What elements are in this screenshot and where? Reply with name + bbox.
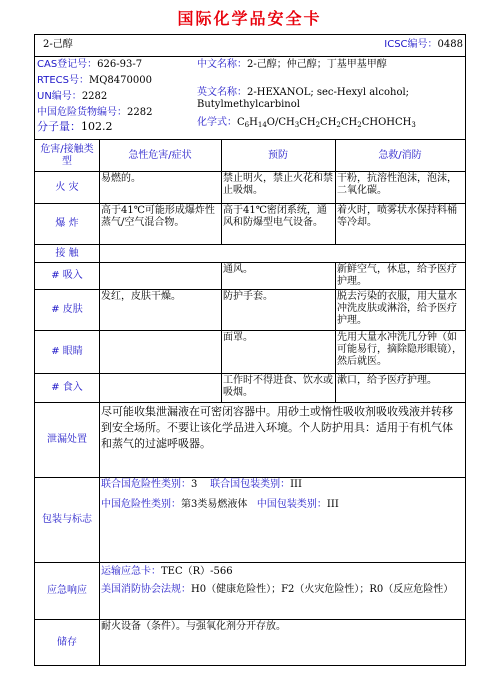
explosion-hazard: 高于41℃可能形成爆炸性蒸气/空气混合物。: [101, 205, 215, 228]
card-value: TEC（R）-566: [161, 566, 233, 577]
icsc-label: ICSC编号：: [384, 39, 438, 50]
ingestion-label: # 食入: [51, 382, 83, 393]
col-prevention-header: 预防: [268, 149, 288, 161]
rtecs-label: RTECS号：: [37, 75, 89, 86]
eyes-aid: 先用大量水冲洗几分钟（如可能易行，摘除隐形眼镜），然后就医。: [337, 332, 462, 367]
rtecs-value: MQ8470000: [88, 75, 152, 86]
names-formula: [195, 58, 465, 138]
icsc-number: [345, 38, 465, 52]
cn-pack-value: III: [326, 499, 339, 510]
un-pack-value: III: [290, 479, 302, 490]
un-label: UN编号：: [37, 91, 82, 102]
explosion-prevention: 高于41℃密闭系统，通风和防爆型电气设备。: [223, 205, 327, 228]
cn-name-label: 中文名称：: [197, 59, 247, 70]
fire-aid: 干粉，抗溶性泡沫，泡沫，二氧化碳。: [337, 173, 457, 196]
eyes-prevention: 面罩。: [223, 332, 253, 343]
fire-prevention: 禁止明火，禁止火花和禁止吸烟。: [223, 173, 333, 196]
skin-aid: 脱去污染的衣服，用大量水冲洗皮肤或淋浴，给予医疗护理。: [337, 291, 457, 326]
nfpa-label: 美国消防协会法规：: [101, 584, 191, 595]
eyes-label: # 眼睛: [51, 346, 83, 357]
contact-label: 接 触: [55, 247, 79, 259]
formula-value: $C_6H_{14}O/CH_3CH_2CH_2CH_2CHOHCH_3$: [237, 117, 416, 129]
icsc-value: 0488: [437, 39, 463, 50]
un-hazard-value: 3: [191, 479, 198, 490]
explosion-label: 爆 炸: [55, 218, 79, 229]
skin-label: # 皮肤: [51, 304, 83, 315]
un-hazard-label: 联合国危险性类别：: [101, 479, 191, 490]
fire-label: 火 灾: [55, 181, 79, 193]
mw-label: 分子量：: [37, 120, 81, 133]
cn-pack-label: 中国包装类别：: [256, 499, 327, 510]
chemical-name: 2-己醇: [43, 39, 73, 50]
en-name-label: 英文名称：: [197, 87, 247, 98]
inhalation-hazard: [99, 263, 221, 289]
cas-label: CAS登记号：: [37, 59, 98, 70]
packaging-info: [99, 478, 465, 562]
storage-text: 耐火设备（条件）。与强氧化剂分开存放。: [101, 621, 286, 632]
fire-hazard: 易燃的。: [101, 173, 141, 184]
ingestion-aid: 漱口，给予医疗护理。: [337, 375, 437, 386]
cn-hazard-label: 中国危险性类别：: [101, 499, 181, 510]
spill-text: 尽可能收集泄漏液在可密闭容器中。用砂土或惰性吸收剂吸收残液并转移到安全场所。不要让该化学品进入环境。个人防护用具：适用于有机气体和蒸气的过滤呼吸器。: [101, 405, 453, 450]
nfpa-value: H0（健康危险性）；F2（火灾危险性）；R0（反应危险性）: [191, 584, 454, 595]
emergency-info: [99, 563, 465, 619]
col-aid-header: 急救/消防: [378, 149, 422, 161]
un-value: 2282: [81, 91, 108, 102]
inhalation-prevention: 通风。: [223, 264, 253, 275]
mw-value: 102.2: [81, 120, 113, 133]
ingestion-prevention: 工作时不得进食、饮水或吸烟。: [223, 375, 333, 398]
eyes-hazard: [99, 331, 221, 373]
spill-label: 泄漏处置: [47, 434, 87, 445]
cn-hazard-value: 第3类易燃液体: [181, 499, 248, 510]
col-type-header: 危害/接触类型: [40, 143, 94, 167]
inhalation-label: # 吸入: [51, 270, 83, 281]
col-hazard-header: 急性危害/症状: [128, 149, 192, 161]
inhalation-aid: 新鲜空气，休息，给予医疗护理。: [337, 264, 457, 287]
skin-prevention: 防护手套。: [223, 291, 273, 302]
un-pack-label: 联合国包装类别：: [210, 479, 291, 490]
skin-hazard: 发红，皮肤干燥。: [101, 291, 181, 302]
card-title: 国际化学品安全卡: [177, 9, 322, 28]
card-label: 运输应急卡：: [101, 566, 161, 577]
ingestion-hazard: [99, 374, 221, 402]
explosion-aid: 着火时，喷雾状水保持料桶等冷却。: [337, 205, 457, 228]
formula-label: 化学式：: [197, 117, 237, 128]
cn-danger-value: 2282: [127, 107, 153, 118]
storage-label: 储存: [57, 636, 77, 648]
en-name-value: 2-HEXANOL; sec-Hexyl alcohol; Butylmethylcarbinol: [197, 87, 410, 110]
safety-card: [34, 34, 466, 666]
cn-danger-label: 中国危险货物编号：: [37, 107, 127, 118]
cas-value: 626-93-7: [97, 59, 143, 70]
identifiers: [35, 58, 195, 138]
packaging-label: 包装与标志: [42, 514, 92, 525]
emergency-label: 应急响应: [47, 585, 87, 596]
cn-name-value: 2-己醇；仲己醇；丁基甲基甲醇: [247, 59, 387, 70]
